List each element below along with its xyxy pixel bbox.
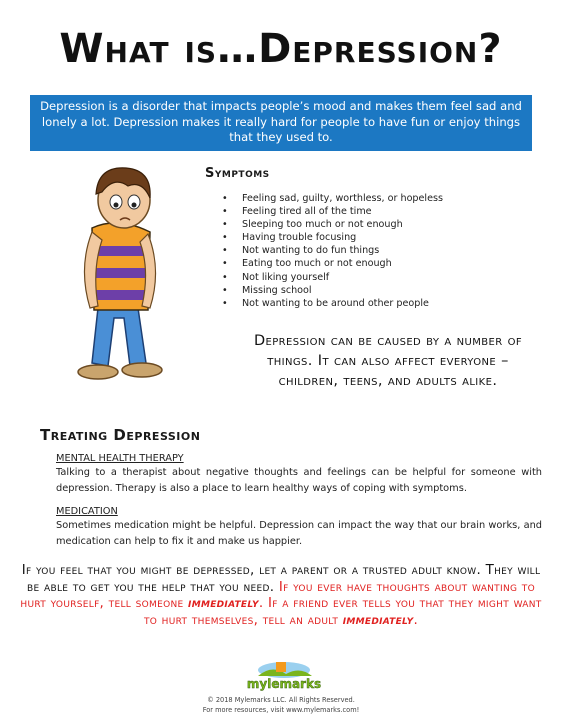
list-item: • Not liking yourself bbox=[222, 271, 443, 284]
warning-text-2: If you ever have thoughts about wanting to hurt yourself, tell someone bbox=[20, 579, 535, 612]
warning-text-1: If you feel that you might be depressed, let a parent or a trusted adult know. They will be able to get you the help that you need. bbox=[21, 563, 541, 595]
list-item: • Feeling tired all of the time bbox=[222, 205, 443, 218]
list-item: • Not wanting to do fun things bbox=[222, 244, 443, 257]
sad-boy-illustration bbox=[58, 158, 176, 394]
medication-heading: MEDICATION bbox=[56, 506, 118, 517]
list-item: • Not wanting to be around other people bbox=[222, 297, 443, 310]
intro-banner: Depression is a disorder that impacts people’s mood and makes them feel sad and lonely a lot. Depression makes it really hard for people to have fun or enjoy things that they used to. bbox=[30, 95, 532, 151]
medication-body: Sometimes medication might be helpful. Depression can impact the way that our brain works, and medication can help to fix it and make us happier. bbox=[56, 520, 542, 547]
list-item: • Missing school bbox=[222, 284, 443, 297]
therapy-heading: MENTAL HEALTH THERAPY bbox=[56, 453, 184, 464]
warning-emphasis-1: immediately bbox=[188, 596, 259, 612]
copyright-text: © 2018 Mylemarks LLC. All Rights Reserved. bbox=[207, 696, 355, 704]
list-item: • Feeling sad, guilty, worthless, or hopeless bbox=[222, 192, 443, 205]
symptoms-list bbox=[222, 192, 443, 310]
therapy-body: Talking to a therapist about negative thoughts and feelings can be helpful for someone with depression. Therapy is also a place to learn healthy ways of coping with symptoms. bbox=[56, 467, 542, 494]
warning-text-3: . If a friend ever tells you that they might want to hurt themselves, tell an adult bbox=[143, 596, 542, 628]
treating-heading: Treating Depression bbox=[40, 426, 201, 444]
cause-statement: Depression can be caused by a number of things. It can also affect everyone – children, teens, and adults alike. bbox=[253, 333, 523, 389]
safety-warning bbox=[20, 563, 542, 629]
page-title: What is…Depression? bbox=[59, 26, 503, 72]
list-item: • Having trouble focusing bbox=[222, 231, 443, 244]
svg-text:mylemarks: mylemarks bbox=[246, 677, 322, 691]
mylemarks-logo bbox=[246, 660, 322, 694]
resources-text: For more resources, visit www.mylemarks.com! bbox=[202, 705, 360, 714]
list-item: • Sleeping too much or not enough bbox=[222, 218, 443, 231]
symptoms-heading: Symptoms bbox=[205, 166, 270, 181]
warning-emphasis-2: immediately bbox=[342, 612, 414, 628]
warning-text-4: . bbox=[413, 612, 419, 628]
list-item: • Eating too much or not enough bbox=[222, 257, 443, 270]
footer bbox=[0, 696, 562, 715]
